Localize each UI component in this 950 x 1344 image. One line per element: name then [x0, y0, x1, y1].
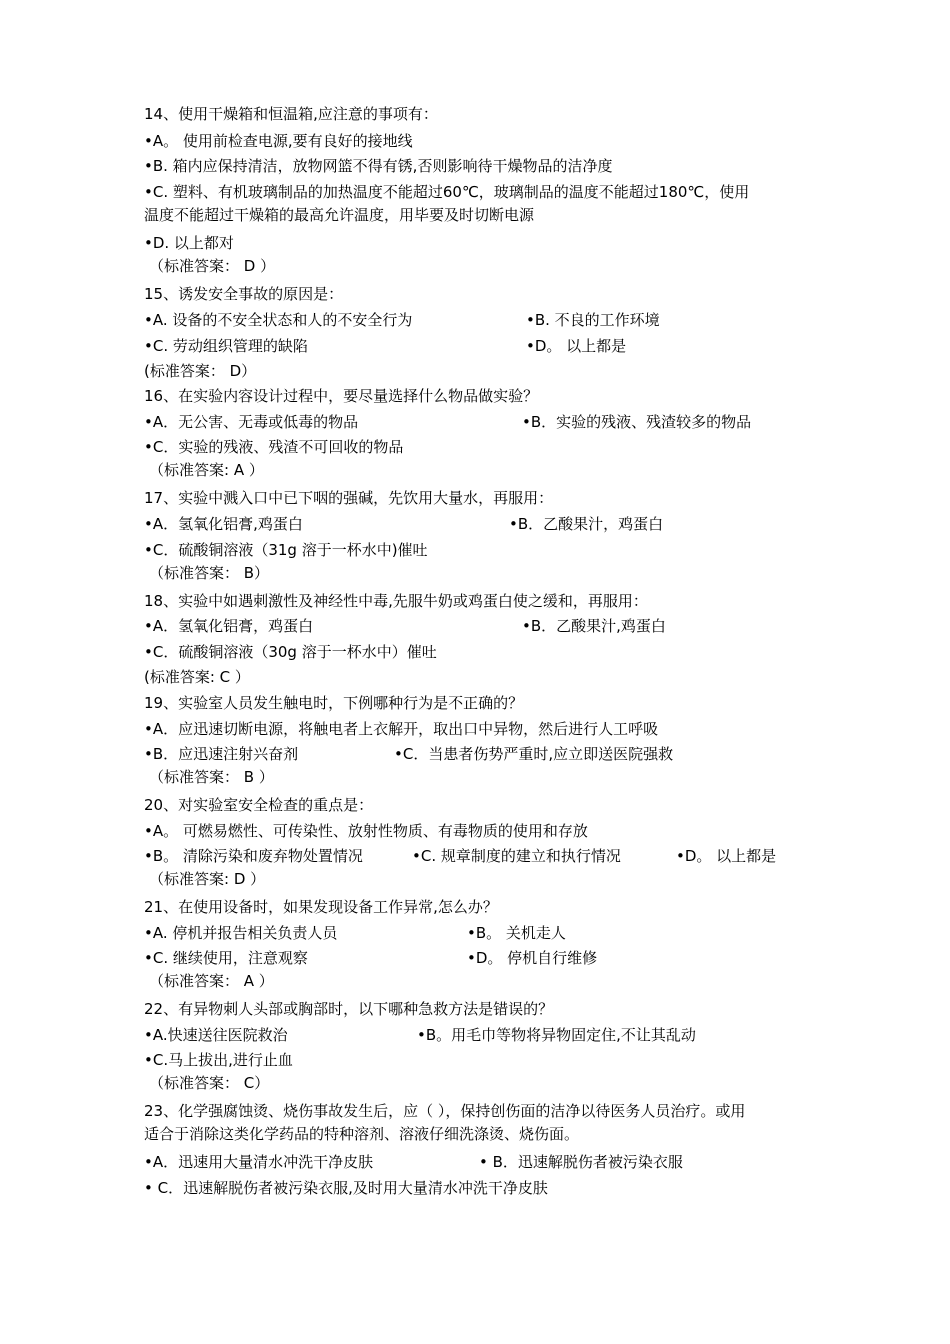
question-16-option-a: •A．无公害、无毒或低毒的物品: [144, 413, 359, 431]
question-19-option-a: •A．应迅速切断电源，将触电者上衣解开，取出口中异物，然后进行人工呼吸: [144, 720, 659, 738]
question-16-option-b: •B．实验的残液、残渣较多的物品: [522, 413, 752, 431]
question-17-option-c: •C．硫酸铜溶液（31g 溶于一杯水中)催吐: [144, 541, 428, 559]
question-15-option-d: •D。 以上都是: [526, 337, 627, 355]
question-23-option-a: •A．迅速用大量清水冲洗干净皮肤: [144, 1153, 374, 1171]
question-21-option-a: •A. 停机并报告相关负责人员: [144, 924, 338, 942]
question-15-option-c: •C. 劳动组织管理的缺陷: [144, 337, 308, 355]
question-22-option-c: •C.马上拔出,进行止血: [144, 1051, 293, 1069]
question-17-option-b: •B．乙酸果汁，鸡蛋白: [509, 515, 664, 533]
question-17-stem: 17、实验中溅入口中已下咽的强碱，先饮用大量水，再服用：: [144, 489, 554, 507]
question-20-option-a: •A。 可燃易燃性、可传染性、放射性物质、有毒物质的使用和存放: [144, 822, 588, 840]
question-14-option-c-continued: 温度不能超过干燥箱的最高允许温度，用毕要及时切断电源: [144, 206, 535, 224]
question-21-stem: 21、在使用设备时，如果发现设备工作异常,怎么办？: [144, 898, 498, 916]
question-19-option-c: •C．当患者伤势严重时,应立即送医院强救: [394, 745, 674, 763]
question-18-option-a: •A．氢氧化铝膏，鸡蛋白: [144, 617, 314, 635]
question-17-option-a: •A．氢氧化铝膏,鸡蛋白: [144, 515, 303, 533]
question-18-option-b: •B．乙酸果汁,鸡蛋白: [522, 617, 666, 635]
question-20-option-b: •B。 清除污染和废弃物处置情况: [144, 847, 363, 865]
question-17-answer: （标准答案： B）: [149, 564, 270, 582]
question-22-option-b: •B。用毛巾等物将异物固定住,不让其乱动: [417, 1026, 696, 1044]
question-15-option-b: •B. 不良的工作环境: [526, 311, 660, 329]
question-16-stem: 16、在实验内容设计过程中，要尽量选择什么物品做实验？: [144, 387, 539, 405]
question-19-answer: （标准答案： B ）: [149, 768, 274, 786]
question-22-option-a: •A.快速送往医院救治: [144, 1026, 288, 1044]
question-23-option-b: • B．迅速解脱伤者被污染衣服: [479, 1153, 683, 1171]
question-15-answer: (标准答案： D）: [144, 362, 257, 380]
question-19-stem: 19、实验室人员发生触电时，下例哪种行为是不正确的？: [144, 694, 524, 712]
question-23-stem-continued: 适合于消除这类化学药品的特种溶剂、溶液仔细洗涤烫、烧伤面。: [144, 1125, 580, 1143]
question-20-answer: （标准答案: D ）: [149, 870, 266, 888]
question-21-option-d: •D。 停机自行维修: [467, 949, 598, 967]
question-16-answer: （标准答案: A ）: [149, 461, 264, 479]
question-14-option-d: •D. 以上都对: [144, 234, 234, 252]
question-14-option-c: •C. 塑料、有机玻璃制品的加热温度不能超过60℃，玻璃制品的温度不能超过180℃，使用: [144, 183, 750, 201]
question-18-option-c: •C．硫酸铜溶液（30g 溶于一杯水中）催吐: [144, 643, 437, 661]
question-20-option-d: •D。 以上都是: [676, 847, 777, 865]
question-14-answer: （标准答案： D ）: [149, 257, 276, 275]
question-14-option-a: •A。 使用前检查电源,要有良好的接地线: [144, 132, 413, 150]
question-16-option-c: •C．实验的残液、残渣不可回收的物品: [144, 438, 404, 456]
question-22-stem: 22、有异物刺人头部或胸部时，以下哪种急救方法是错误的？: [144, 1000, 554, 1018]
question-21-option-b: •B。 关机走人: [467, 924, 566, 942]
question-15-stem: 15、诱发安全事故的原因是：: [144, 285, 344, 303]
question-22-answer: （标准答案： C）: [149, 1074, 270, 1092]
question-23-stem: 23、化学强腐蚀烫、烧伤事故发生后，应（ ），保持创伤面的洁净以待医务人员治疗。或用: [144, 1102, 746, 1120]
question-14-stem: 14、使用干燥箱和恒温箱,应注意的事项有：: [144, 105, 438, 123]
question-19-option-b: •B．应迅速注射兴奋剂: [144, 745, 299, 763]
question-18-stem: 18、实验中如遇刺激性及神经性中毒,先服牛奶或鸡蛋白使之缓和，再服用：: [144, 592, 648, 610]
question-21-answer: （标准答案： A ）: [149, 972, 274, 990]
question-21-option-c: •C. 继续使用，注意观察: [144, 949, 308, 967]
question-20-stem: 20、对实验室安全检查的重点是：: [144, 796, 374, 814]
question-15-option-a: •A. 设备的不安全状态和人的不安全行为: [144, 311, 413, 329]
question-14-option-b: •B. 箱内应保持清洁，放物网篮不得有锈,否则影响待干燥物品的洁净度: [144, 157, 613, 175]
question-18-answer: (标准答案: C ）: [144, 668, 250, 686]
question-23-option-c: • C．迅速解脱伤者被污染衣服,及时用大量清水冲洗干净皮肤: [144, 1179, 548, 1197]
question-20-option-c: •C. 规章制度的建立和执行情况: [412, 847, 621, 865]
